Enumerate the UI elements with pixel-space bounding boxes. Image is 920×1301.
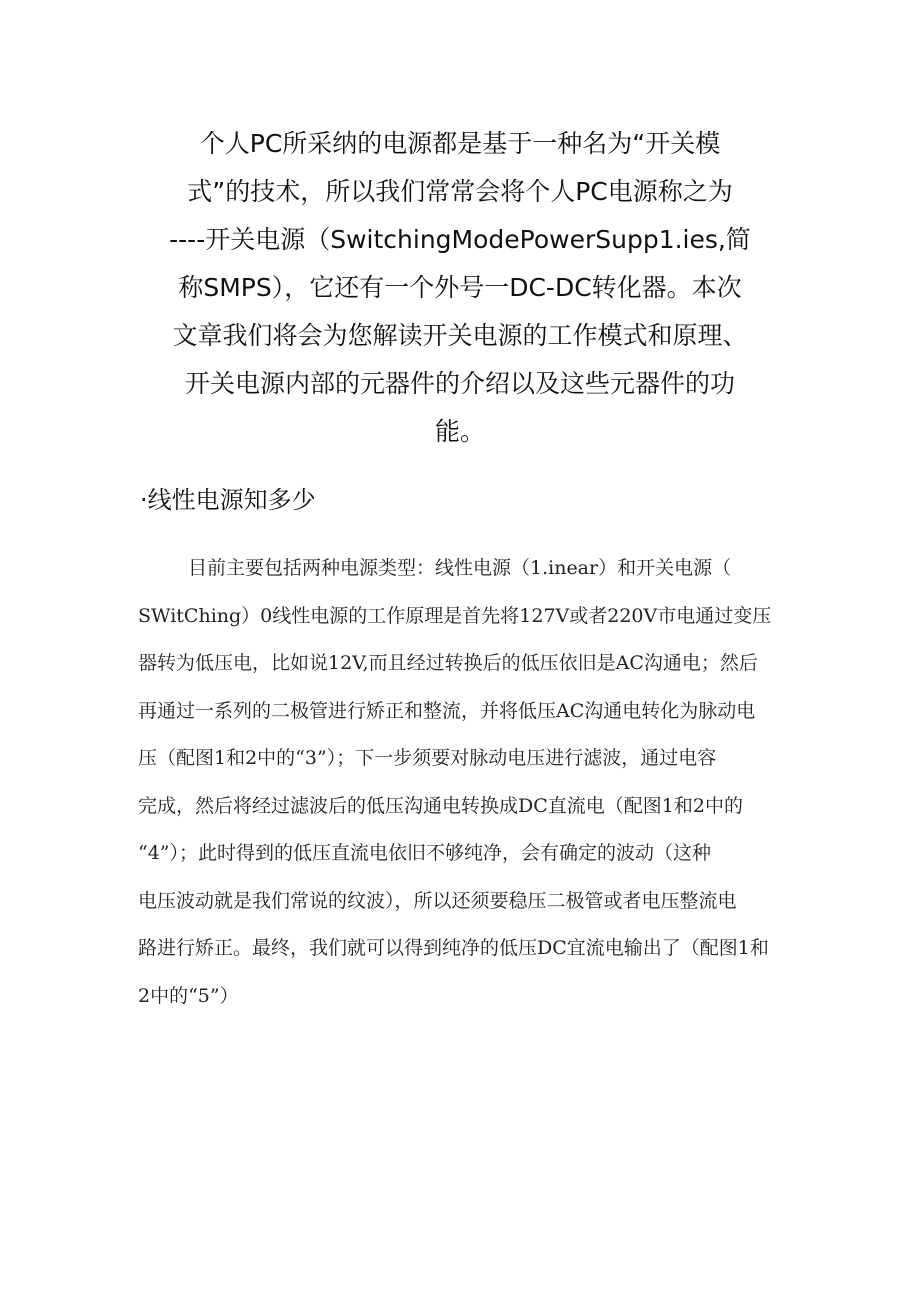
section-heading: ·线性电源知多少 xyxy=(140,486,316,514)
intro-line: 能。 xyxy=(434,417,485,446)
body-line: 2中的“5”） xyxy=(138,984,239,1007)
body-line: 完成，然后将经过滤波后的低压沟通电转换成DC直流电（配图1和2中的 xyxy=(138,794,743,817)
intro-line: 式”的技术，所以我们常常会将个人PC电源称之为 xyxy=(187,177,733,206)
body-line: 器转为低压电，比如说12V,而且经过转换后的低压依旧是AC沟通电；然后 xyxy=(138,652,758,674)
intro-line: 个人PC所采纳的电源都是基于一种名为“开关模 xyxy=(199,129,721,158)
intro-line: ----开关电源（SwitchingModePowerSupp1.ies,简 xyxy=(169,225,751,254)
body-line: 再通过一系列的二极管进行矫正和整流，并将低压AC沟通电转化为脉动电 xyxy=(138,699,756,722)
body-line: 电压波动就是我们常说的纹波），所以还须要稳压二极管或者电压整流电 xyxy=(138,889,737,912)
intro-paragraph xyxy=(140,120,780,456)
intro-line: 开关电源内部的元器件的介绍以及这些元器件的功 xyxy=(184,369,735,398)
body-line: 路进行矫正。最终，我们就可以得到纯净的低压DC宜流电输出了（配图1和 xyxy=(138,937,769,959)
body-paragraph xyxy=(138,545,788,1020)
body-line: “4”）；此时得到的低压直流电依旧不够纯净，会有确定的波动（这种 xyxy=(138,842,712,864)
body-line: SWitChing）0线性电源的工作原理是首先将127V或者220V市电通过变压 xyxy=(138,604,772,627)
body-line: 目前主要包括两种电源类型：线性电源（1.inear）和开关电源（ xyxy=(188,557,732,579)
body-line: 压（配图1和2中的“3”）；下一步须要对脉动电压进行滤波，通过电容 xyxy=(138,747,717,769)
intro-line: 文章我们将会为您解读开关电源的工作模式和原理、 xyxy=(172,321,748,350)
intro-line: 称SMPS），它还有一个外号一DC-DC转化器。本次 xyxy=(178,273,742,302)
